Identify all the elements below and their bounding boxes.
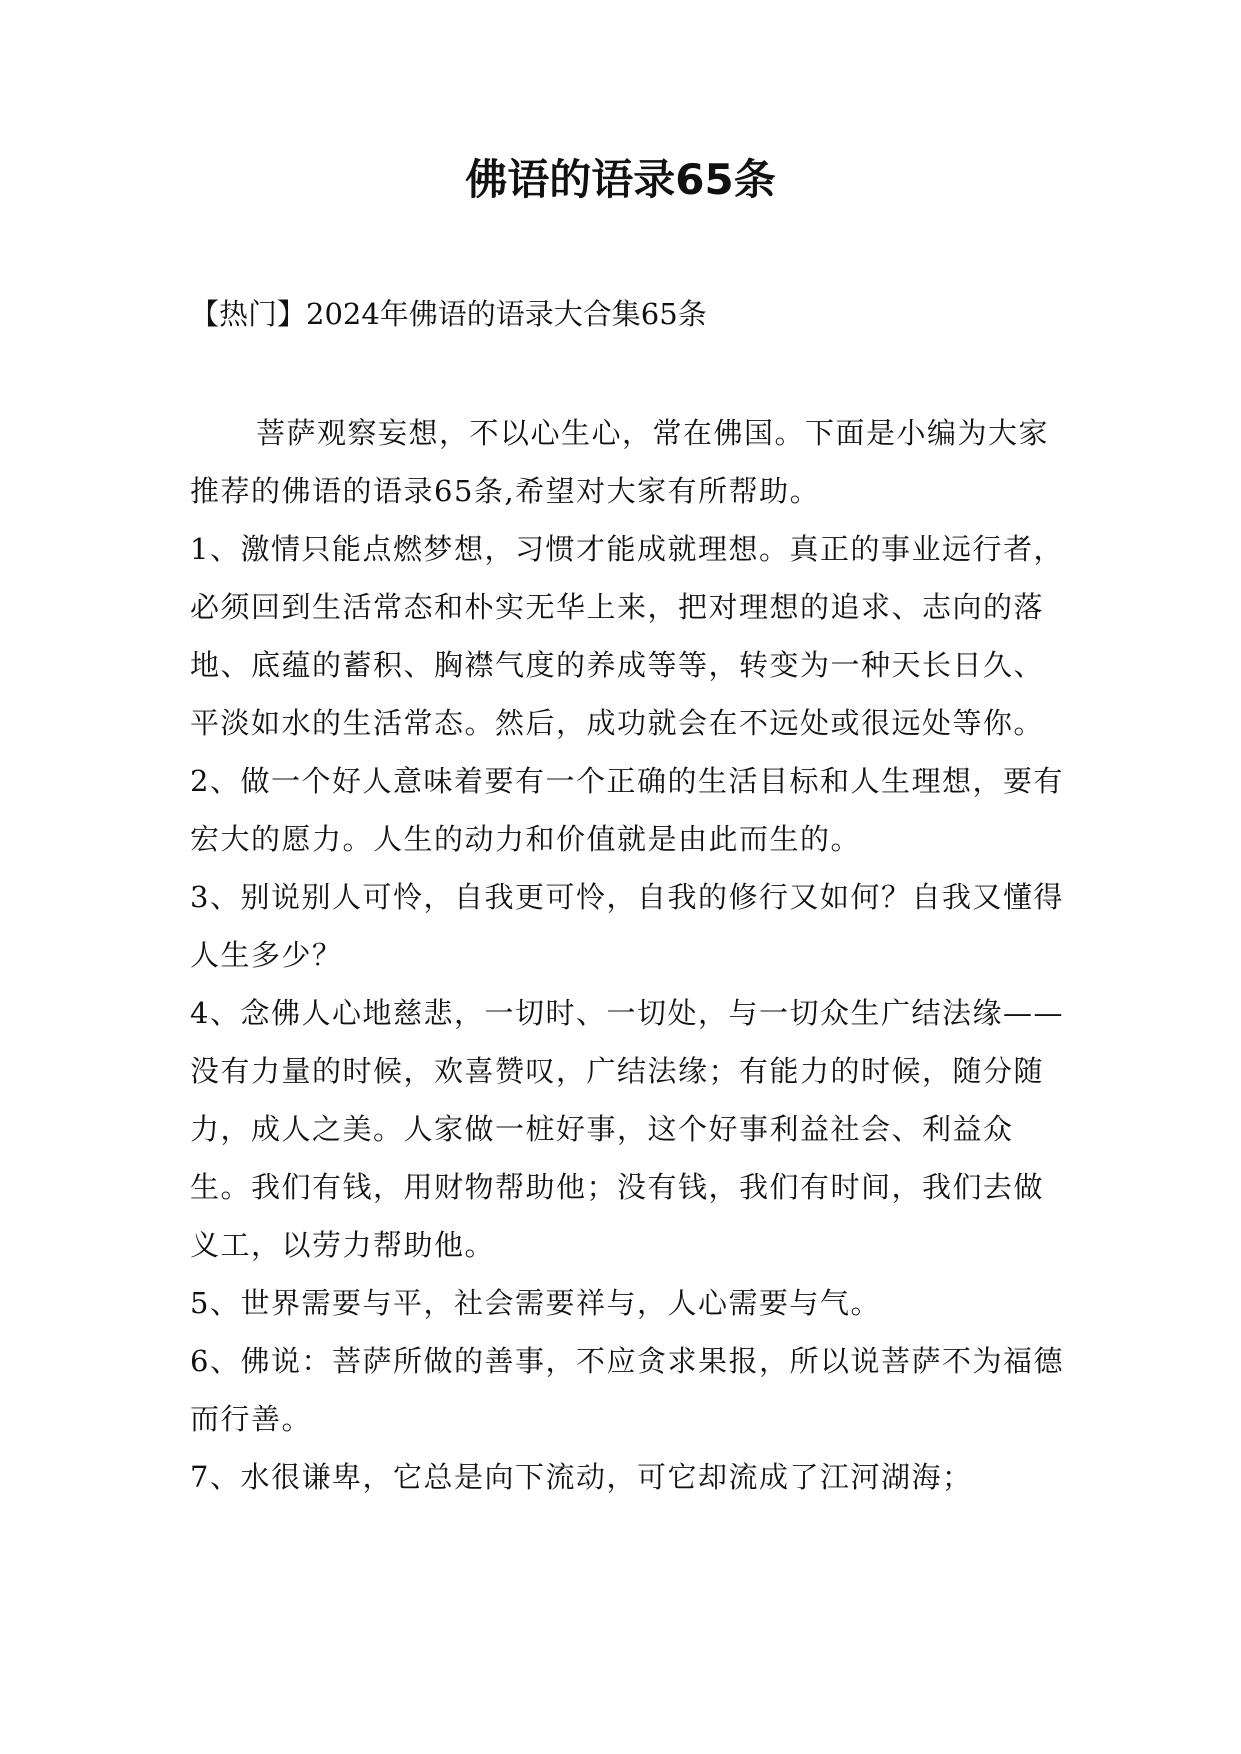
quote-item: 7、水很谦卑，它总是向下流动，可它却流成了江河湖海； (190, 1460, 973, 1494)
intro-paragraph: 菩萨观察妄想，不以心生心，常在佛国。下面是小编为大家推荐的佛语的语录65条,希望对大家有所帮助。 (190, 416, 1050, 508)
quote-item: 4、念佛人心地慈悲，一切时、一切处，与一切众生广结法缘——没有力量的时候，欢喜赞叹，广结法缘；有能力的时候，随分随力，成人之美。人家做一桩好事，这个好事利益社会、利益众生。我们有钱，用财物帮助他；没有钱，我们有时间，我们去做义工，以劳力帮助他。 (190, 996, 1064, 1262)
page-title: 佛语的语录65条 (465, 155, 776, 204)
quote-item: 5、世界需要与平，社会需要祥与，人心需要与气。 (190, 1286, 881, 1320)
document-subtitle: 【热门】2024年佛语的语录大合集65条 (190, 297, 707, 331)
quote-item: 1、激情只能点燃梦想，习惯才能成就理想。真正的事业远行者，必须回到生活常态和朴实无华上来，把对理想的追求、志向的落地、底蕴的蓄积、胸襟气度的养成等等，转变为一种天长日久、平淡如水的生活常态。然后，成功就会在不远处或很远处等你。 (190, 532, 1064, 740)
quote-item: 2、做一个好人意味着要有一个正确的生活目标和人生理想，要有宏大的愿力。人生的动力和价值就是由此而生的。 (190, 764, 1064, 856)
quote-item: 6、佛说：菩萨所做的善事，不应贪求果报，所以说菩萨不为福德而行善。 (190, 1344, 1064, 1436)
document-body (190, 404, 1070, 1506)
quote-item: 3、别说别人可怜，自我更可怜，自我的修行又如何？自我又懂得人生多少？ (190, 880, 1064, 972)
